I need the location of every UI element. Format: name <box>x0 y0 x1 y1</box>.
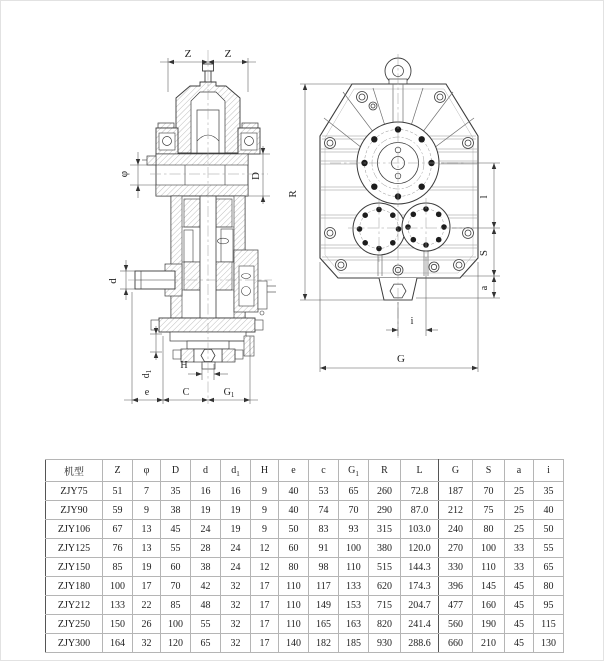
table-row <box>46 558 564 577</box>
model-cell: ZJY180 <box>46 577 103 596</box>
value-cell: 164 <box>103 634 133 653</box>
value-cell: 117 <box>309 577 339 596</box>
dim-label-d: d <box>107 278 119 284</box>
value-cell: 40 <box>534 501 564 520</box>
value-cell: 51 <box>103 482 133 501</box>
hub-bore <box>142 154 248 196</box>
value-cell: 100 <box>339 539 369 558</box>
value-cell: 48 <box>191 596 221 615</box>
value-cell: 660 <box>439 634 473 653</box>
bottom-flange <box>151 318 263 369</box>
value-cell: 24 <box>191 520 221 539</box>
value-cell: 13 <box>133 520 161 539</box>
value-cell: 50 <box>279 520 309 539</box>
column-header: e <box>279 460 309 482</box>
value-cell: 515 <box>369 558 401 577</box>
dim-label-l: l <box>478 195 490 199</box>
value-cell: 153 <box>339 596 369 615</box>
dim-label-D: D <box>250 172 262 180</box>
value-cell: 165 <box>309 615 339 634</box>
table-row <box>46 615 564 634</box>
value-cell: 42 <box>191 577 221 596</box>
value-cell: 100 <box>103 577 133 596</box>
value-cell: 24 <box>221 539 251 558</box>
model-cell: ZJY90 <box>46 501 103 520</box>
table-row <box>46 539 564 558</box>
table-row <box>46 634 564 653</box>
left-view-section <box>107 48 276 404</box>
value-cell: 187 <box>439 482 473 501</box>
value-cell: 25 <box>505 482 534 501</box>
value-cell: 210 <box>473 634 505 653</box>
value-cell: 85 <box>103 558 133 577</box>
value-cell: 45 <box>505 615 534 634</box>
table-row <box>46 577 564 596</box>
model-cell: ZJY150 <box>46 558 103 577</box>
value-cell: 9 <box>133 501 161 520</box>
value-cell: 91 <box>309 539 339 558</box>
value-cell: 477 <box>439 596 473 615</box>
value-cell: 7 <box>133 482 161 501</box>
value-cell: 110 <box>279 577 309 596</box>
value-cell: 98 <box>309 558 339 577</box>
value-cell: 76 <box>103 539 133 558</box>
value-cell: 163 <box>339 615 369 634</box>
dim-label-z-left: Z <box>184 48 192 60</box>
value-cell: 45 <box>505 596 534 615</box>
value-cell: 33 <box>505 558 534 577</box>
value-cell: 83 <box>309 520 339 539</box>
table-row <box>46 501 564 520</box>
value-cell: 260 <box>369 482 401 501</box>
value-cell: 144.3 <box>401 558 439 577</box>
value-cell: 110 <box>473 558 505 577</box>
dim-label-H: H <box>180 360 188 371</box>
value-cell: 19 <box>221 501 251 520</box>
model-cell: ZJY300 <box>46 634 103 653</box>
value-cell: 115 <box>534 615 564 634</box>
value-cell: 110 <box>339 558 369 577</box>
value-cell: 32 <box>221 577 251 596</box>
side-output <box>234 250 276 315</box>
value-cell: 16 <box>191 482 221 501</box>
column-header: H <box>251 460 279 482</box>
value-cell: 930 <box>369 634 401 653</box>
value-cell: 50 <box>534 520 564 539</box>
value-cell: 80 <box>279 558 309 577</box>
value-cell: 65 <box>191 634 221 653</box>
table-header-row <box>46 460 564 482</box>
table-row <box>46 596 564 615</box>
dim-label-phi: φ <box>118 170 130 178</box>
value-cell: 19 <box>191 501 221 520</box>
dim-label-i: i <box>410 316 414 327</box>
value-cell: 32 <box>221 615 251 634</box>
dim-label-z-right: Z <box>224 48 232 60</box>
model-cell: ZJY250 <box>46 615 103 634</box>
column-header: i <box>534 460 564 482</box>
value-cell: 95 <box>534 596 564 615</box>
value-cell: 190 <box>473 615 505 634</box>
value-cell: 16 <box>221 482 251 501</box>
value-cell: 145 <box>473 577 505 596</box>
value-cell: 70 <box>339 501 369 520</box>
value-cell: 35 <box>161 482 191 501</box>
value-cell: 330 <box>439 558 473 577</box>
value-cell: 72.8 <box>401 482 439 501</box>
value-cell: 24 <box>221 558 251 577</box>
value-cell: 100 <box>473 539 505 558</box>
value-cell: 212 <box>439 501 473 520</box>
table-row <box>46 520 564 539</box>
value-cell: 55 <box>534 539 564 558</box>
value-cell: 240 <box>439 520 473 539</box>
value-cell: 59 <box>103 501 133 520</box>
value-cell: 65 <box>534 558 564 577</box>
value-cell: 100 <box>161 615 191 634</box>
dim-label-S: S <box>478 249 490 257</box>
value-cell: 19 <box>221 520 251 539</box>
value-cell: 820 <box>369 615 401 634</box>
column-header: G <box>439 460 473 482</box>
value-cell: 85 <box>161 596 191 615</box>
value-cell: 40 <box>279 501 309 520</box>
value-cell: 9 <box>251 482 279 501</box>
column-header: $d_1$ <box>221 460 251 482</box>
value-cell: 74 <box>309 501 339 520</box>
value-cell: 60 <box>161 558 191 577</box>
dim-label-e: e <box>144 387 150 398</box>
column-header: 机型 <box>46 460 103 482</box>
column-header: S <box>473 460 505 482</box>
spec-table <box>45 459 564 653</box>
value-cell: 70 <box>473 482 505 501</box>
dim-label-G: G <box>397 353 405 365</box>
column-header: R <box>369 460 401 482</box>
model-cell: ZJY106 <box>46 520 103 539</box>
value-cell: 620 <box>369 577 401 596</box>
value-cell: 45 <box>161 520 191 539</box>
value-cell: 38 <box>161 501 191 520</box>
value-cell: 17 <box>251 577 279 596</box>
bearing-flange-right <box>238 123 260 154</box>
column-header: a <box>505 460 534 482</box>
value-cell: 9 <box>251 520 279 539</box>
value-cell: 25 <box>505 520 534 539</box>
value-cell: 60 <box>279 539 309 558</box>
value-cell: 25 <box>505 501 534 520</box>
dim-label-R: R <box>287 190 299 198</box>
value-cell: 174.3 <box>401 577 439 596</box>
value-cell: 65 <box>339 482 369 501</box>
value-cell: 55 <box>161 539 191 558</box>
value-cell: 103.0 <box>401 520 439 539</box>
value-cell: 93 <box>339 520 369 539</box>
value-cell: 28 <box>191 539 221 558</box>
column-header: φ <box>133 460 161 482</box>
value-cell: 67 <box>103 520 133 539</box>
value-cell: 32 <box>221 596 251 615</box>
column-header: L <box>401 460 439 482</box>
value-cell: 32 <box>221 634 251 653</box>
value-cell: 70 <box>161 577 191 596</box>
column-header: d <box>191 460 221 482</box>
value-cell: 288.6 <box>401 634 439 653</box>
value-cell: 270 <box>439 539 473 558</box>
value-cell: 715 <box>369 596 401 615</box>
model-cell: ZJY212 <box>46 596 103 615</box>
dim-label-d1: $d_1$ <box>141 369 153 379</box>
value-cell: 40 <box>279 482 309 501</box>
value-cell: 55 <box>191 615 221 634</box>
value-cell: 19 <box>133 558 161 577</box>
value-cell: 38 <box>191 558 221 577</box>
value-cell: 185 <box>339 634 369 653</box>
column-header: D <box>161 460 191 482</box>
model-cell: ZJY75 <box>46 482 103 501</box>
table-row <box>46 482 564 501</box>
value-cell: 22 <box>133 596 161 615</box>
value-cell: 12 <box>251 539 279 558</box>
value-cell: 149 <box>309 596 339 615</box>
value-cell: 33 <box>505 539 534 558</box>
value-cell: 204.7 <box>401 596 439 615</box>
column-header: Z <box>103 460 133 482</box>
value-cell: 120 <box>161 634 191 653</box>
value-cell: 133 <box>339 577 369 596</box>
value-cell: 45 <box>505 577 534 596</box>
value-cell: 17 <box>251 615 279 634</box>
value-cell: 110 <box>279 615 309 634</box>
value-cell: 26 <box>133 615 161 634</box>
value-cell: 17 <box>133 577 161 596</box>
value-cell: 45 <box>505 634 534 653</box>
value-cell: 75 <box>473 501 505 520</box>
column-header: $G_1$ <box>339 460 369 482</box>
value-cell: 53 <box>309 482 339 501</box>
value-cell: 13 <box>133 539 161 558</box>
column-header: c <box>309 460 339 482</box>
value-cell: 17 <box>251 634 279 653</box>
value-cell: 130 <box>534 634 564 653</box>
value-cell: 241.4 <box>401 615 439 634</box>
value-cell: 87.0 <box>401 501 439 520</box>
dim-label-G1: $G_1$ <box>223 387 235 399</box>
value-cell: 140 <box>279 634 309 653</box>
right-view-front <box>287 54 500 372</box>
dim-label-C: C <box>182 387 190 398</box>
value-cell: 160 <box>473 596 505 615</box>
value-cell: 17 <box>251 596 279 615</box>
value-cell: 396 <box>439 577 473 596</box>
value-cell: 35 <box>534 482 564 501</box>
value-cell: 110 <box>279 596 309 615</box>
value-cell: 32 <box>133 634 161 653</box>
model-cell: ZJY125 <box>46 539 103 558</box>
value-cell: 380 <box>369 539 401 558</box>
bearing-flange-left <box>156 123 178 154</box>
value-cell: 80 <box>534 577 564 596</box>
value-cell: 133 <box>103 596 133 615</box>
value-cell: 182 <box>309 634 339 653</box>
value-cell: 315 <box>369 520 401 539</box>
value-cell: 80 <box>473 520 505 539</box>
value-cell: 560 <box>439 615 473 634</box>
value-cell: 9 <box>251 501 279 520</box>
value-cell: 120.0 <box>401 539 439 558</box>
dim-label-a: a <box>479 285 490 291</box>
value-cell: 290 <box>369 501 401 520</box>
value-cell: 150 <box>103 615 133 634</box>
value-cell: 12 <box>251 558 279 577</box>
